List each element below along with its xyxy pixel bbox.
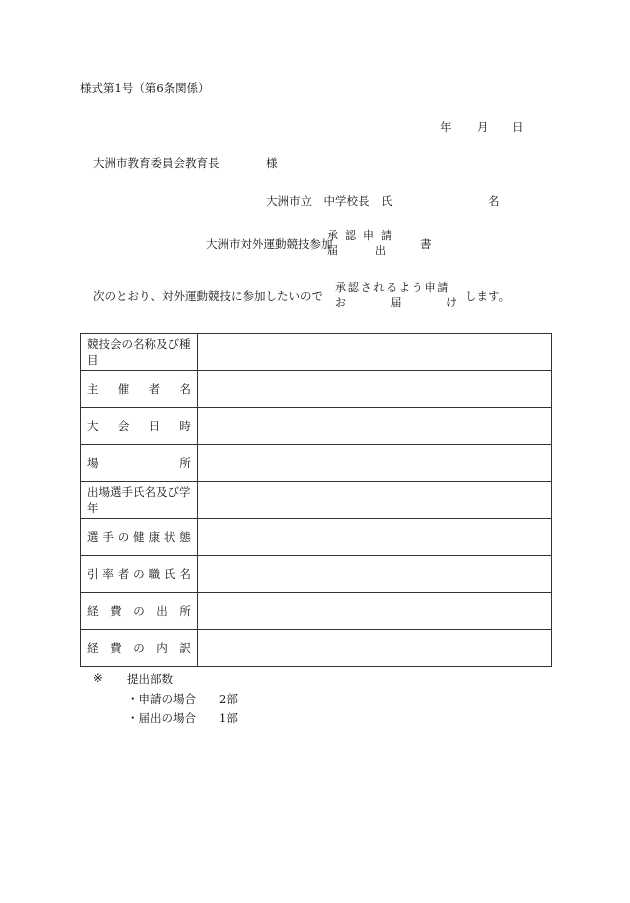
spread-label (87, 418, 191, 434)
label-char: 状 (163, 530, 176, 544)
title-choice-lower (327, 243, 399, 258)
date-month: 月 (477, 120, 489, 134)
row-label (81, 630, 198, 667)
body-choice-lower (335, 295, 457, 310)
label-char: 訳 (179, 641, 191, 655)
label-char: 者 (117, 567, 130, 581)
notes-item: ・申請の場合 2部 (127, 692, 238, 706)
title-upper-char: 申 (363, 229, 374, 242)
label-char: 会 (117, 419, 130, 433)
spread-label (87, 640, 191, 656)
title-upper-char: 請 (381, 229, 392, 242)
row-label (81, 593, 198, 630)
body-prefix: 次のとおり、対外運動競技に参加したいので (93, 289, 323, 303)
label-char: 大 (87, 419, 99, 433)
row-label: 出場選手氏名及び学年 (81, 482, 198, 519)
spread-label (87, 603, 191, 619)
date-day: 日 (512, 120, 524, 134)
table-row (81, 630, 552, 667)
form-number: 様式第1号（第6条関係） (80, 81, 210, 95)
label-char: 名 (179, 567, 191, 581)
label-char: 選 (87, 530, 99, 544)
row-value-cell[interactable] (197, 519, 551, 556)
label-char: 健 (133, 530, 145, 544)
label-char: 経 (87, 604, 99, 618)
row-label (81, 519, 198, 556)
date-year: 年 (440, 120, 452, 134)
label-char: 費 (110, 641, 122, 655)
label-char: の (133, 567, 145, 581)
label-char: 康 (148, 530, 161, 544)
label-char: の (133, 641, 145, 655)
label-char: 日 (148, 419, 161, 433)
label-char: 所 (179, 604, 191, 618)
table-row (81, 482, 552, 519)
label-char: 職 (148, 567, 161, 581)
body-lower-char: 届 (390, 296, 402, 309)
spread-label (87, 566, 191, 582)
label-char: 引 (87, 567, 99, 581)
label-char: 者 (148, 382, 161, 396)
label-char: 費 (110, 604, 122, 618)
row-label (81, 556, 198, 593)
row-value-cell[interactable] (197, 630, 551, 667)
label-char: 所 (179, 456, 191, 470)
label-char: 時 (179, 419, 191, 433)
label-char: 場 (87, 456, 99, 470)
row-label: 競技会の名称及び種目 (81, 334, 198, 371)
label-char: 名 (179, 382, 191, 396)
notes-item: ・届出の場合 1部 (127, 711, 238, 725)
title-prefix: 大洲市対外運動競技参加 (206, 237, 333, 251)
application-table (80, 333, 552, 667)
spread-label (87, 455, 191, 471)
notes-mark: ※ (93, 671, 103, 685)
body-lower-char: け (446, 296, 457, 309)
spread-label (87, 381, 191, 397)
title-suffix: 書 (420, 237, 432, 251)
row-value-cell[interactable] (197, 371, 551, 408)
title-choice-upper (327, 228, 399, 243)
label-char: の (133, 604, 145, 618)
notes-title: 提出部数 (127, 672, 173, 686)
table-row (81, 371, 552, 408)
title-lower-char: 出 (375, 244, 386, 257)
addressee: 大洲市教育委員会教育長 (93, 156, 220, 170)
label-char: 主 (87, 382, 99, 396)
label-char: 経 (87, 641, 99, 655)
row-value-cell[interactable] (197, 408, 551, 445)
row-value-cell[interactable] (197, 445, 551, 482)
row-label (81, 371, 198, 408)
body-choice (335, 280, 457, 310)
body-choice-upper: 承認されるよう申請 (335, 281, 451, 294)
row-value-cell[interactable] (197, 334, 551, 371)
row-value-cell[interactable] (197, 556, 551, 593)
table-row (81, 408, 552, 445)
table-row (81, 556, 552, 593)
body-suffix: します。 (465, 289, 511, 303)
row-value-cell[interactable] (197, 482, 551, 519)
spread-label (87, 529, 191, 545)
table-row (81, 445, 552, 482)
table-row (81, 593, 552, 630)
label-char: 出 (156, 604, 168, 618)
label-char: 手 (102, 530, 114, 544)
label-char: 態 (179, 530, 191, 544)
title-choice (327, 228, 399, 258)
sender-school: 大洲市立 中学校長 氏 (266, 194, 393, 208)
label-char: 内 (156, 641, 168, 655)
label-char: の (117, 530, 130, 544)
table-row (81, 334, 552, 371)
addressee-honorific: 様 (266, 156, 278, 170)
row-value-cell[interactable] (197, 593, 551, 630)
row-label (81, 445, 198, 482)
label-char: 催 (117, 382, 130, 396)
label-char: 率 (102, 567, 114, 581)
title-upper-char: 認 (345, 229, 356, 242)
label-char: 氏 (163, 567, 176, 581)
body-lower-char: お (335, 296, 346, 309)
title-lower-char: 届 (327, 244, 338, 257)
sender-name-suffix: 名 (488, 194, 500, 208)
title-upper-char: 承 (327, 229, 338, 242)
table-row (81, 519, 552, 556)
row-label (81, 408, 198, 445)
